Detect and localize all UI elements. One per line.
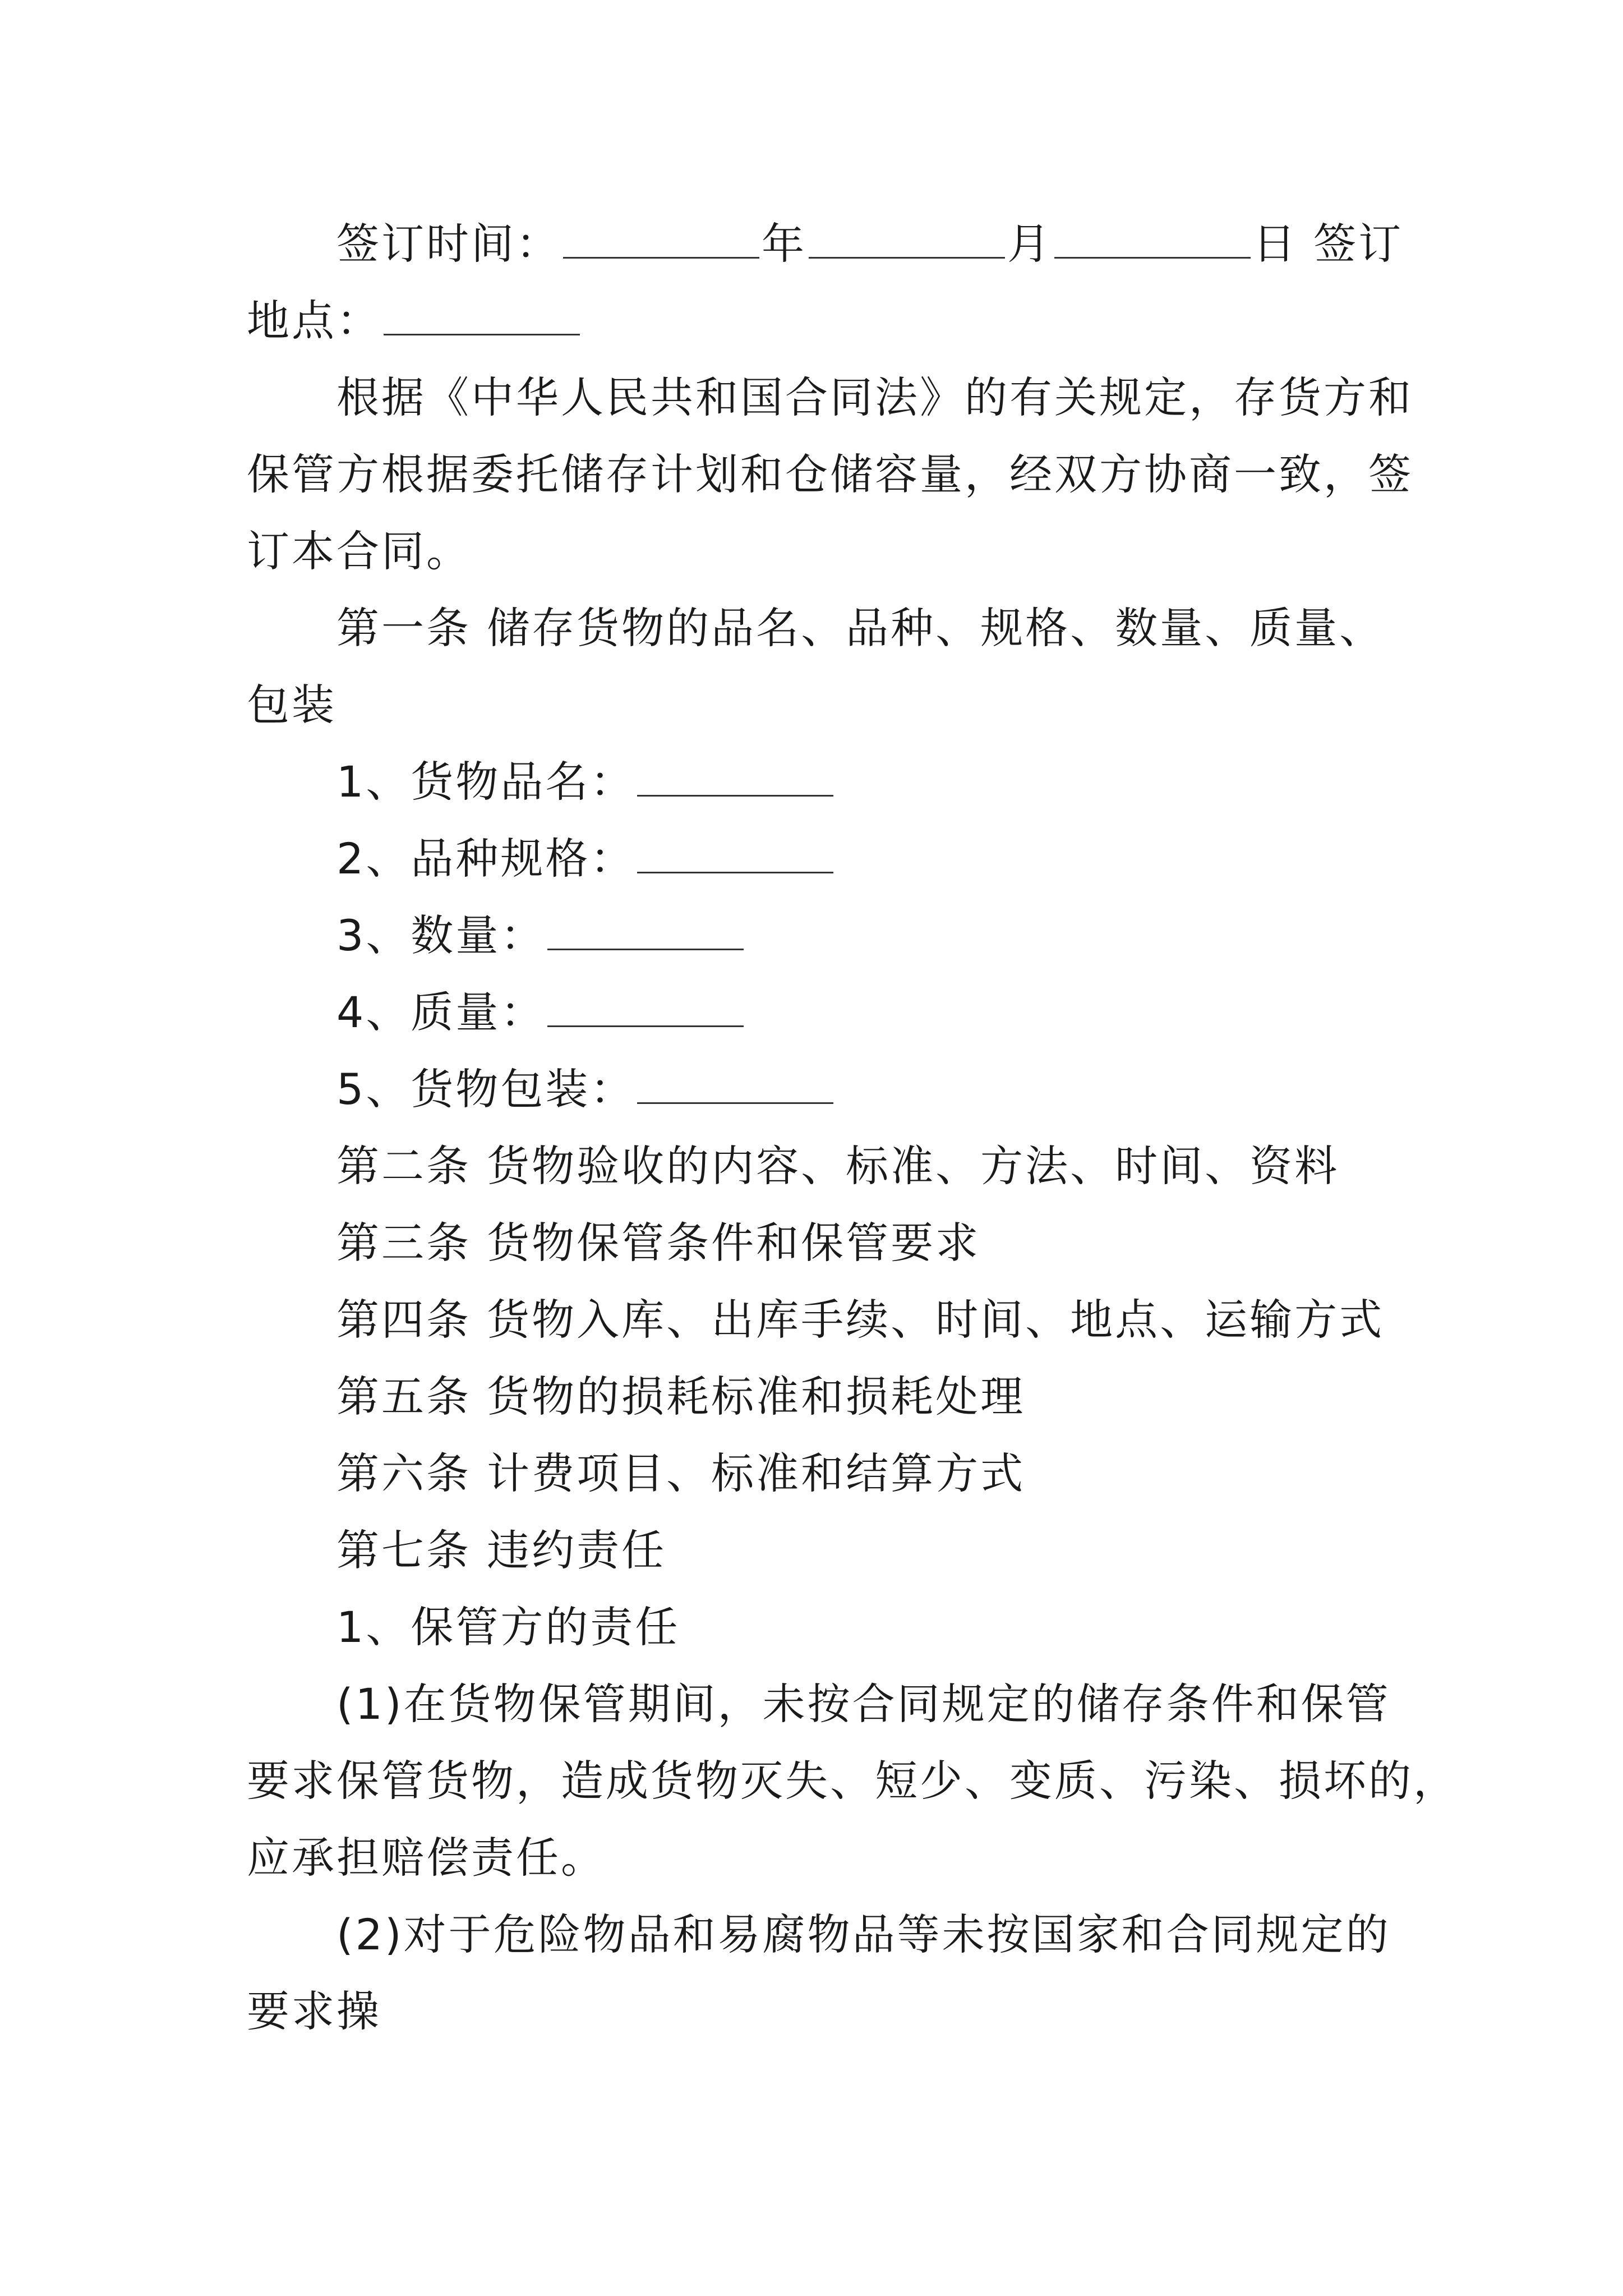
signing-time-line — [336, 205, 1404, 282]
place-blank[interactable] — [384, 300, 580, 335]
article-1-item-4 — [336, 974, 1380, 1051]
article-7: 第七条 违约责任 — [336, 1525, 667, 1575]
article-1-item-2 — [336, 820, 1380, 897]
day-blank[interactable] — [1054, 223, 1251, 259]
packaging-blank[interactable] — [637, 1069, 833, 1104]
item-label: 4、质量： — [336, 987, 546, 1037]
year-blank[interactable] — [563, 223, 759, 259]
article-1-title-cont: 包装 — [247, 680, 336, 730]
clause-2-line-2: 要求操 — [247, 1986, 381, 2036]
article-1-item-3 — [336, 897, 1380, 974]
clause-1-line-1: (1)在货物保管期间，未按合同规定的储存条件和保管 — [336, 1679, 1391, 1729]
intro-line-3: 订本合同。 — [247, 526, 471, 576]
year-label: 年 — [762, 219, 806, 269]
article-2: 第二条 货物验收的内容、标准、方法、时间、资料 — [336, 1141, 1340, 1191]
variety-spec-blank[interactable] — [637, 838, 833, 873]
article-4: 第四条 货物入库、出库手续、时间、地点、运输方式 — [336, 1295, 1385, 1345]
article-1-item-5 — [336, 1051, 1380, 1128]
month-blank[interactable] — [809, 223, 1005, 259]
day-and-place-label: 日 签订 — [1253, 219, 1404, 269]
article-1-item-1 — [336, 743, 1380, 820]
article-6: 第六条 计费项目、标准和结算方式 — [336, 1448, 1026, 1498]
goods-name-blank[interactable] — [637, 761, 833, 797]
signing-place-label: 地点： — [247, 296, 381, 346]
article-3: 第三条 货物保管条件和保管要求 — [336, 1218, 981, 1268]
clause-2-line-1: (2)对于危险物品和易腐物品等未按国家和合同规定的 — [336, 1910, 1391, 1959]
item-label: 1、货物品名： — [336, 757, 635, 807]
clause-1-line-2: 要求保管货物，造成货物灭失、短少、变质、污染、损坏的， — [247, 1756, 1458, 1806]
signing-place-line — [247, 282, 1380, 359]
item-label: 2、品种规格： — [336, 834, 635, 884]
intro-line-1: 根据《中华人民共和国合同法》的有关规定，存货方和 — [336, 372, 1413, 422]
item-label: 5、货物包装： — [336, 1064, 635, 1114]
quantity-blank[interactable] — [547, 915, 744, 950]
article-5: 第五条 货物的损耗标准和损耗处理 — [336, 1372, 1026, 1421]
signing-time-label: 签订时间： — [336, 219, 561, 269]
clause-1-line-3: 应承担赔偿责任。 — [247, 1833, 606, 1883]
article-1-title: 第一条 储存货物的品名、品种、规格、数量、质量、 — [336, 603, 1385, 653]
month-label: 月 — [1007, 219, 1052, 269]
quality-blank[interactable] — [547, 992, 744, 1027]
intro-line-2: 保管方根据委托储存计划和仓储容量，经双方协商一致，签 — [247, 449, 1413, 499]
liability-heading: 1、保管方的责任 — [336, 1602, 680, 1652]
item-label: 3、数量： — [336, 910, 546, 960]
